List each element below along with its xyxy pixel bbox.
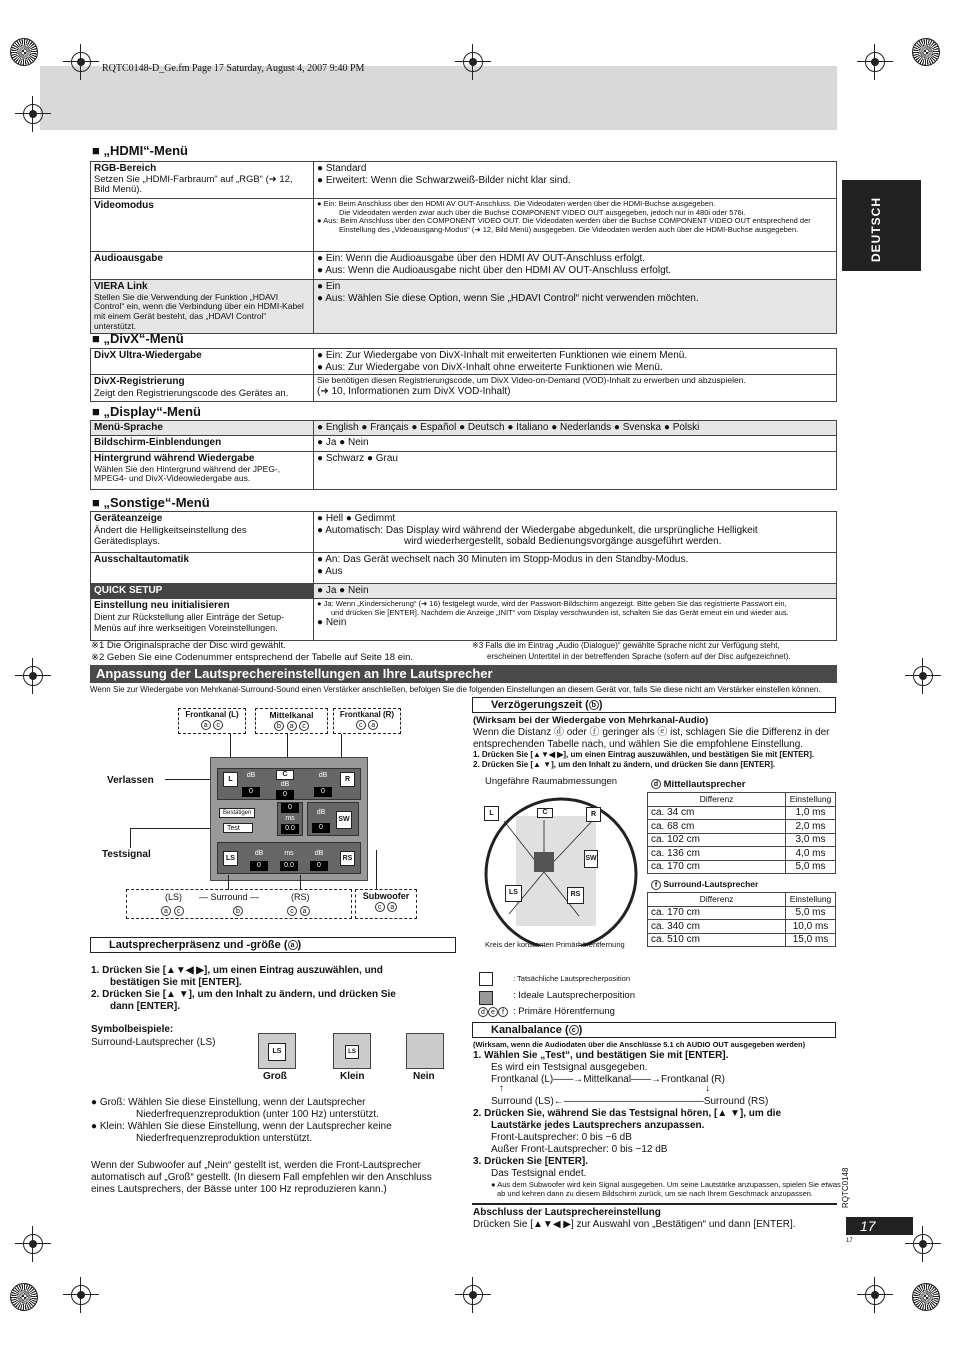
text-line: entsprechenden Tabelle nach, und wählen Sie die empfohlene Einstellung. (473, 739, 804, 750)
flow-line: Frontkanal (L)——→Mittelkanal——→Frontkanal (R) (491, 1074, 725, 1085)
option-line: ● Ein: Zur Wiedergabe von DivX-Inhalt mit erweiterten Funktionen wie einem Menü. (317, 350, 688, 361)
test-button[interactable]: Test (223, 823, 253, 833)
option-line: Einstellung des „Videoausgang-Modus“ (➜ 12, Bild Menü) ausgegeben. Die Videodaten werden auch über die HDMI-Buchse ausgegeben. (339, 224, 799, 234)
table-cell: 5,0 ms (786, 860, 836, 874)
table-row (648, 860, 836, 874)
text-line: Niederfrequenzreproduktion unterstützt. (136, 1133, 313, 1144)
speaker-section-intro: Wenn Sie zur Wiedergabe von Mehrkanal-Surround-Sound einen Verstärker anschließen, befolgen Sie die folgenden Einstellungen an diesem Gerät vor, falls Sie diese nicht am Verstärker einstellen können. (90, 685, 821, 694)
speaker-r-icon[interactable]: R (340, 772, 355, 787)
step-line: 2. Drücken Sie, während Sie das Testsignal hören, [▲ ▼], um die (473, 1108, 782, 1119)
step-line: 1. Wählen Sie „Test“, und bestätigen Sie mit [ENTER]. (473, 1050, 729, 1061)
front-l-box: Frontkanal (L) a c (178, 708, 246, 734)
confirm-button[interactable]: Bestätigen (219, 808, 255, 818)
viera-link-label: VIERA Link (94, 281, 148, 292)
table-cell: 4,0 ms (786, 847, 836, 861)
speaker-section-banner: Anpassung der Lautsprechereinstellungen an Ihre Lautsprecher (90, 665, 837, 683)
step-line: 1. Drücken Sie [▲▼◀ ▶], um einen Eintrag auszuwählen, und (91, 965, 383, 976)
file-info: RQTC0148-D_Ge.fm Page 17 Saturday, August 4, 2007 9:40 PM (102, 63, 365, 74)
leader-line (376, 850, 377, 890)
db-label: dB (314, 850, 324, 857)
sym-nein-label: Nein (413, 1071, 435, 1082)
center-table-title: d Mittellautsprecher (651, 779, 745, 790)
option-line: ● Erweitert: Wenn die Schwarzweiß-Bilder nicht klar sind. (317, 174, 571, 186)
subwoofer-note (91, 1160, 432, 1196)
header-band (40, 66, 837, 130)
balance-subtitle: (Wirksam, wenn die Audiodaten über die Anschlüsse 5.1 ch AUDIO OUT ausgegeben werden) (473, 1040, 806, 1049)
surround-box: (LS) — Surround — (RS) a c b c a (126, 889, 352, 919)
table-cell: ca. 510 cm (648, 933, 786, 947)
symbol-sub: Surround-Lautsprecher (LS) (91, 1037, 216, 1048)
room-label: Ungefähre Raumabmessungen (485, 776, 618, 787)
table-row (648, 833, 836, 847)
table-row (648, 920, 836, 934)
quick-setup-label: QUICK SETUP (94, 585, 163, 596)
table-cell: 10,0 ms (786, 920, 836, 934)
sonstige-menu-title: ■ „Sonstige“-Menü (92, 495, 210, 510)
delay-heading: Verzögerungszeit ( b ) (472, 697, 836, 713)
option-line: ● Ein: Beim Anschluss über den HDMI AV OUT-Anschluss. Die Videodaten werden über die HDMI-Buchse ausgegeben. (317, 199, 716, 208)
hintergrund-label: Hintergrund während Wiedergabe (94, 453, 255, 464)
groesse-heading: Lautsprecherpräsenz und -größe ( a ) (90, 937, 456, 953)
speaker-rs-icon[interactable]: RS (340, 851, 355, 866)
speaker-l-icon[interactable]: L (223, 772, 238, 787)
videomodus-label: Videomodus (94, 200, 154, 211)
option-line: ● Aus: Wählen Sie diese Option, wenn Sie „HDAVI Control“ nicht verwenden möchten. (317, 292, 699, 304)
table-row (648, 906, 836, 920)
crop-mark-icon (15, 1226, 51, 1262)
option-line: ● Standard (317, 163, 367, 174)
speaker-c-icon[interactable]: C (276, 770, 294, 780)
crop-mark-icon (905, 658, 941, 694)
text-line: Wenn die Distanz ⓓ oder ⓕ geringer als ⓔ ist, schlagen Sie die Differenz in der (473, 727, 830, 738)
option-line: ● Hell ● Gedimmt (317, 513, 396, 524)
option-line: ● An: Das Gerät wechselt nach 30 Minuten im Stopp-Modus in den Standby-Modus. (317, 554, 689, 565)
delay-text (473, 727, 829, 751)
front-l-label: Frontkanal (L) (185, 710, 239, 719)
table-cell: ca. 136 cm (648, 847, 786, 861)
db-label: dB (280, 781, 290, 788)
balance-steps (473, 1050, 841, 1198)
option-line: ● Aus: Wenn die Audioausgabe nicht über den HDMI AV OUT-Anschluss erfolgt. (317, 264, 672, 276)
option-line: ● Ein: Wenn die Audioausgabe über den HDMI AV OUT-Anschluss erfolgt. (317, 253, 646, 264)
flow-arrow-up-icon: ↑ (499, 1083, 504, 1094)
speaker-sw-icon[interactable]: SW (336, 811, 352, 829)
option-line: ● Aus: Zur Wiedergabe von DivX-Inhalt ohne erweiterte Funktionen wie Menü. (317, 361, 663, 373)
db-label: dB (254, 850, 264, 857)
option-line: und drücken Sie [ENTER]. Nachdem die Anzeige „INIT“ vom Display verschwunden ist, schalten Sie das Gerät erneut ein und wieder aus. (331, 607, 789, 617)
note-line: ● Aus dem Subwoofer wird kein Signal ausgegeben. Um seine Lautstärke anzupassen, spielen Sie etwas (491, 1180, 841, 1189)
doc-code: RQTC0148 (841, 1167, 850, 1208)
circle-label: Kreis der konstanten Primärhörentfernung (485, 940, 625, 949)
table-cell: 2,0 ms (786, 820, 836, 834)
legend-ideal: : Ideale Lautsprecherposition (513, 990, 635, 1001)
ms-value: 0.0 (280, 861, 298, 871)
center-box: Mittelkanal b a c (255, 708, 328, 734)
ls-label: (LS) (165, 892, 183, 902)
step-line: Außer Front-Lautsprecher: 0 bis −12 dB (491, 1144, 668, 1155)
registration-rosette-icon (912, 38, 940, 66)
audioausgabe-label: Audioausgabe (94, 253, 163, 264)
surround-label: — Surround — (199, 892, 260, 902)
crop-mark-icon (857, 44, 893, 80)
front-row (217, 768, 361, 800)
rgb-label: RGB-Bereich (94, 163, 157, 174)
db-value: 0 (314, 787, 332, 797)
symbol-nein (406, 1033, 444, 1069)
subwoofer-label: Subwoofer (362, 891, 410, 901)
menu-sprache-label: Menü-Sprache (94, 422, 163, 433)
registration-rosette-icon (10, 38, 38, 66)
hintergrund-sub: Wählen Sie den Hintergrund während der JPEG-, MPEG4- und DivX-Videowiedergabe aus. (94, 463, 281, 484)
groesse-steps (91, 965, 396, 1013)
step-line: Es wird ein Testsignal ausgegeben. (491, 1062, 648, 1073)
surround-table-title-text: Surround-Lautsprecher (663, 879, 759, 889)
hdmi-menu-title: ■ „HDMI“-Menü (92, 143, 188, 158)
db-value: 0 (250, 861, 268, 871)
divx-reg-sub: Zeigt den Registrierungscode des Gerätes an. (94, 387, 289, 399)
divx-menu-table (90, 348, 837, 402)
crop-mark-icon (15, 96, 51, 132)
ausschaltautomatik-label: Ausschaltautomatik (94, 554, 190, 565)
actual-position-icon (479, 972, 493, 986)
balance-heading: Kanalbalance ( c ) (472, 1022, 836, 1038)
legend-def-icons: d e f (478, 1007, 508, 1017)
ideal-position-icon (479, 991, 493, 1005)
registration-rosette-icon (10, 1283, 38, 1311)
crop-mark-icon (15, 658, 51, 694)
option-line: ● Ja: Wenn „Kindersicherung“ (➜ 16) festgelegt wurde, wird der Passwort-Bildschirm angezeigt. Bitte geben Sie das registrierte Passwort ein, (317, 599, 787, 608)
geraeteanzeige-sub: Ändert die Helligkeitseinstellung des Gerätedisplays. (94, 524, 247, 548)
surround-delay-table (647, 892, 836, 947)
option-line: Sie benötigen diesen Registrierungscode, um DivX Video-on-Demand (VOD)-Inhalt zu erwerben und abzuspielen. (317, 375, 746, 385)
delay-title: Verzögerungszeit (491, 699, 583, 711)
speaker-ls-icon[interactable]: LS (223, 851, 238, 866)
table-cell: ca. 170 cm (648, 860, 786, 874)
symbol-title: Symbolbeispiele: (91, 1024, 174, 1035)
table-cell: 5,0 ms (786, 906, 836, 920)
option-line: ● Ein (317, 281, 341, 292)
gross-klein-text (91, 1097, 392, 1145)
step-line: Das Testsignal endet. (491, 1168, 587, 1179)
end-title: Abschluss der Lautsprechereinstellung (473, 1207, 661, 1218)
text-line: ● Klein: Wählen Sie diese Einstellung, wenn der Lautsprecher keine (91, 1121, 392, 1132)
viera-link-sub: Stellen Sie die Verwendung der Funktion „HDAVI Control“ ein, wenn die Verbindung über ein HDMI-Kabel mit einem Gerät besteht, das „HDAVI Control“ unterstützt. (94, 291, 304, 331)
text-line: Wenn der Subwoofer auf „Nein“ gestellt ist, werden die Front-Lautsprecher (91, 1160, 421, 1171)
db-label: dB (316, 809, 326, 816)
footnote-3b: erscheinen Untertitel in der betreffenden Sprache (sofern auf der Disc aufgezeichnet). (487, 652, 791, 661)
sonstige-menu-table (90, 511, 837, 641)
end-text: Drücken Sie [▲▼◀ ▶] zur Auswahl von „Bestätigen“ und dann [ENTER]. (473, 1219, 796, 1230)
table-header: Einstellung (786, 793, 836, 807)
footnote-3a: ※3 Falls die im Eintrag „Audio (Dialogue)“ gewählte Sprache nicht zur Verfügung steht, (472, 641, 780, 650)
db-label: dB (318, 772, 328, 779)
table-cell: 3,0 ms (786, 833, 836, 847)
table-row (648, 847, 836, 861)
symbol-gross (258, 1033, 296, 1069)
ms-value: 0.0 (281, 824, 299, 834)
option-line: ● Ja ● Nein (314, 436, 837, 452)
step-line: 1. Drücken Sie [▲▼◀ ▶], um einen Eintrag auszuwählen, und bestätigen Sie mit [ENTER]. (473, 750, 815, 759)
hdmi-menu-table (90, 161, 837, 334)
delay-steps (473, 750, 814, 769)
table-cell: 1,0 ms (786, 806, 836, 820)
note-line: ab und kehren dann zu diesem Bildschirm zurück, um sie nach Ihrem Geschmack anzupassen. (497, 1189, 813, 1198)
leader-line (228, 875, 229, 890)
leader-line (230, 734, 231, 759)
option-line: ● Schwarz ● Grau (314, 452, 837, 490)
room-diagram (474, 786, 649, 946)
table-row (648, 820, 836, 834)
db-value: 0 (310, 861, 328, 871)
text-line: Niederfrequenzreproduktion (unter 100 Hz) unterstützt. (136, 1109, 379, 1120)
center-delay-table (647, 792, 836, 874)
table-cell: 15,0 ms (786, 933, 836, 947)
ls-small-icon: LS (345, 1045, 359, 1059)
crop-mark-icon (455, 1277, 491, 1313)
option-line: wird wiederhergestellt, sobald Bedienungsvorgänge ausgeführt werden. (404, 536, 722, 547)
legend-primary: : Primäre Hörentfernung (513, 1006, 615, 1017)
step-line: 2. Drücken Sie [▲ ▼], um den Inhalt zu ändern, und drücken Sie dann [ENTER]. (473, 759, 776, 769)
legend-actual: : Tatsächliche Lautsprecherposition (513, 974, 631, 983)
divx-reg-label: DivX-Registrierung (94, 376, 185, 387)
registration-rosette-icon (912, 1283, 940, 1311)
crop-mark-icon (63, 1277, 99, 1313)
ms-label: ms (284, 850, 294, 857)
sym-gross-label: Groß (263, 1071, 287, 1082)
ms-label: ms (285, 815, 295, 822)
table-cell: ca. 68 cm (648, 820, 786, 834)
flow-arrow-down-icon: ↓ (705, 1083, 710, 1094)
divider (472, 1203, 837, 1205)
page-number: 17 (846, 1217, 913, 1235)
leader-line (130, 828, 210, 829)
sym-klein-label: Klein (340, 1071, 365, 1082)
table-row (648, 806, 836, 820)
room-speaker-sw-icon: SW (584, 850, 598, 868)
rgb-sub: Setzen Sie „HDMI-Farbraum“ auf „RGB“ (➜ 12, Bild Menü). (94, 173, 293, 196)
step-line: dann [ENTER]. (110, 1001, 180, 1012)
language-tab (842, 180, 921, 271)
table-header: Differenz (648, 793, 786, 807)
center-delay-cell (277, 802, 303, 836)
table-row (648, 933, 836, 947)
table-cell: ca. 34 cm (648, 806, 786, 820)
step-line: 2. Drücken Sie [▲ ▼], um den Inhalt zu ändern, und drücken Sie (91, 989, 396, 1000)
geraeteanzeige-label: Geräteanzeige (94, 513, 163, 524)
verlassen-label: Verlassen (107, 775, 154, 786)
subwoofer-cell (307, 802, 359, 836)
center-label: Mittelkanal (269, 710, 314, 720)
table-cell: ca. 340 cm (648, 920, 786, 934)
step-line: Lautstärke jedes Lautsprechers anzupassen. (491, 1120, 705, 1131)
small-page-number: 17 (846, 1238, 853, 1244)
center-table-title-text: Mittellautsprecher (663, 779, 746, 790)
rs-label: (RS) (291, 892, 310, 902)
init-sub: Dient zur Rückstellung aller Einträge der Setup-Menüs auf ihre werkseitigen Voreinstellungen. (94, 611, 285, 633)
leader-line (165, 779, 210, 780)
room-speaker-ls-icon: LS (505, 885, 522, 902)
footnote-1: ※1 Die Originalsprache der Disc wird gewählt. (91, 640, 286, 651)
subwoofer-box: Subwoofer c a (355, 889, 417, 919)
room-speaker-c-icon: C (537, 808, 553, 818)
footnote-2: ※2 Geben Sie eine Codenummer entsprechend der Tabelle auf Seite 18 ein. (91, 652, 414, 663)
display-menu-title: ■ „Display“-Menü (92, 404, 201, 419)
db-value: 0 (242, 787, 260, 797)
option-line: Die Videodaten werden zwar auch über die Buchse COMPONENT VIDEO OUT ausgegeben, jedoch nur in 480i oder 576i. (339, 207, 746, 217)
language-tab-label: DEUTSCH (869, 196, 883, 262)
text-line: automatisch auf „Groß“ gestellt. (In diesem Fall empfehlen wir den Anschluss (91, 1172, 432, 1183)
option-line: ● Ja ● Nein (314, 584, 837, 599)
crop-mark-icon (63, 44, 99, 80)
speaker-settings-screen (210, 757, 368, 881)
flow-line: Surround (LS)←——————————————Surround (RS) (491, 1096, 769, 1107)
step-line: 3. Drücken Sie [ENTER]. (473, 1156, 589, 1167)
option-line: ● Aus: Beim Anschluss über den COMPONENT VIDEO OUT. Die Videodaten werden über die Buchse COMPONENT VIDEO OUT entsprechend der (317, 216, 811, 226)
db-value: 0 (281, 803, 299, 813)
option-line: ● English ● Français ● Español ● Deutsch ● Italiano ● Nederlands ● Svenska ● Polski (314, 421, 837, 436)
room-speaker-rs-icon: RS (567, 887, 584, 904)
leader-line (300, 875, 301, 890)
option-line: ● Automatisch: Das Display wird während der Wiedergabe abgedunkelt, die ursprüngliche Helligkeit (317, 524, 758, 536)
room-speaker-l-icon: L (484, 806, 499, 821)
table-cell: ca. 102 cm (648, 833, 786, 847)
leader-line (130, 828, 131, 848)
surround-row (217, 842, 361, 874)
option-line: ● Aus (317, 565, 343, 577)
delay-subtitle: (Wirksam bei der Wiedergabe von Mehrkanal-Audio) (473, 715, 709, 726)
table-cell: ca. 170 cm (648, 906, 786, 920)
einblendungen-label: Bildschirm-Einblendungen (94, 437, 222, 448)
db-value: 0 (312, 823, 330, 833)
table-header: Einstellung (786, 893, 836, 907)
db-label: dB (246, 772, 256, 779)
balance-title: Kanalbalance (491, 1024, 562, 1036)
groesse-title: Lautsprecherpräsenz und -größe (109, 939, 281, 951)
table-header: Differenz (648, 893, 786, 907)
step-line: Front-Lautsprecher: 0 bis −6 dB (491, 1132, 632, 1143)
symbol-klein (333, 1033, 371, 1069)
room-speaker-r-icon: R (586, 807, 601, 822)
init-label: Einstellung neu initialisieren (94, 600, 230, 611)
divx-ultra-label: DivX Ultra-Wiedergabe (94, 350, 202, 361)
front-r-label: Frontkanal (R) (339, 710, 395, 719)
option-line: (➜ 10, Informationen zum DivX VOD-Inhalt) (317, 385, 511, 397)
db-value: 0 (276, 790, 294, 800)
ls-large-icon: LS (268, 1043, 286, 1061)
step-line: bestätigen Sie mit [ENTER]. (110, 977, 242, 988)
front-r-box: Frontkanal (R) c a (333, 708, 401, 734)
divx-menu-title: ■ „DivX“-Menü (92, 331, 184, 346)
crop-mark-icon (455, 44, 491, 80)
crop-mark-icon (857, 1277, 893, 1313)
display-menu-table (90, 420, 837, 490)
option-line: ● Nein (317, 617, 347, 629)
leader-line (341, 734, 342, 759)
text-line: eines Lautsprechers, der Bässe unter 100 Hz reproduzieren kann.) (91, 1184, 387, 1195)
testsignal-label: Testsignal (102, 849, 151, 860)
text-line: ● Groß: Wählen Sie diese Einstellung, wenn der Lautsprecher (91, 1097, 366, 1108)
surround-table-title: f Surround-Lautsprecher (651, 879, 758, 890)
